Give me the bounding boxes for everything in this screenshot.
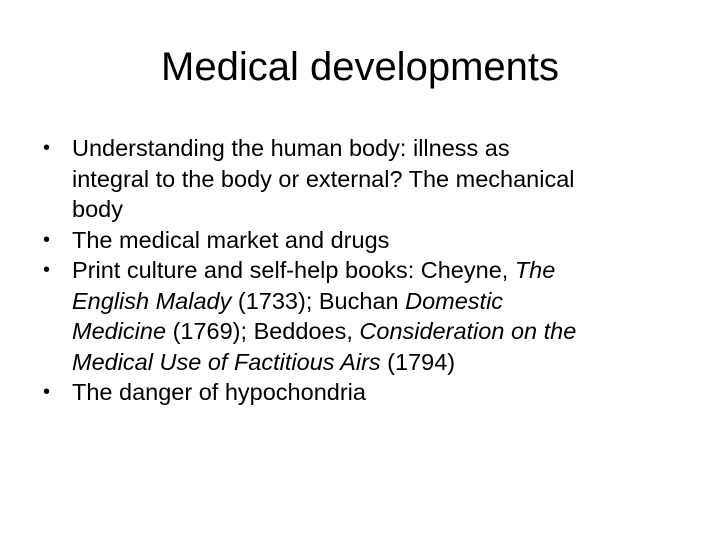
bullet-item (0, 377, 720, 408)
bullet-text: (1769); Beddoes, (166, 318, 360, 344)
bullet-marker: • (43, 137, 51, 159)
bullet-text-italic: Medicine (72, 318, 167, 344)
bullet-text: (1733); Buchan (231, 287, 406, 314)
bullet-item (0, 255, 720, 377)
bullet-line (72, 377, 706, 408)
bullet-text-italic: Medical Use of Factitious Airs (72, 348, 381, 375)
bullet-line (72, 133, 706, 164)
bullet-text-italic: Domestic (405, 287, 504, 314)
bullet-item (0, 225, 720, 256)
bullet-text-italic: Consideration on the (359, 318, 577, 344)
bullet-line (72, 316, 706, 347)
bullet-text-italic: The (514, 257, 556, 283)
bullet-line (72, 286, 706, 317)
bullet-line (72, 225, 706, 256)
bullet-text: body (72, 196, 123, 222)
bullet-text: Understanding the human body: illness as (72, 135, 510, 161)
bullet-line (72, 347, 706, 378)
bullet-marker: • (43, 228, 51, 251)
bullet-text-italic: English Malady (72, 287, 232, 314)
bullet-text: Print culture and self-help books: Cheyne, (72, 257, 515, 283)
bullet-marker: • (43, 259, 51, 281)
bullet-line (72, 164, 706, 195)
bullet-line (72, 194, 706, 225)
bullet-list (0, 133, 720, 408)
bullet-text: (1794) (380, 348, 456, 375)
bullet-text: integral to the body or external? The mechanical (72, 165, 575, 192)
bullet-item (0, 133, 720, 225)
bullet-text: The danger of hypochondria (72, 379, 366, 405)
slide-title: Medical developments (161, 45, 559, 89)
bullet-line (72, 255, 706, 286)
bullet-marker: • (43, 381, 51, 403)
bullet-text: The medical market and drugs (72, 226, 390, 253)
